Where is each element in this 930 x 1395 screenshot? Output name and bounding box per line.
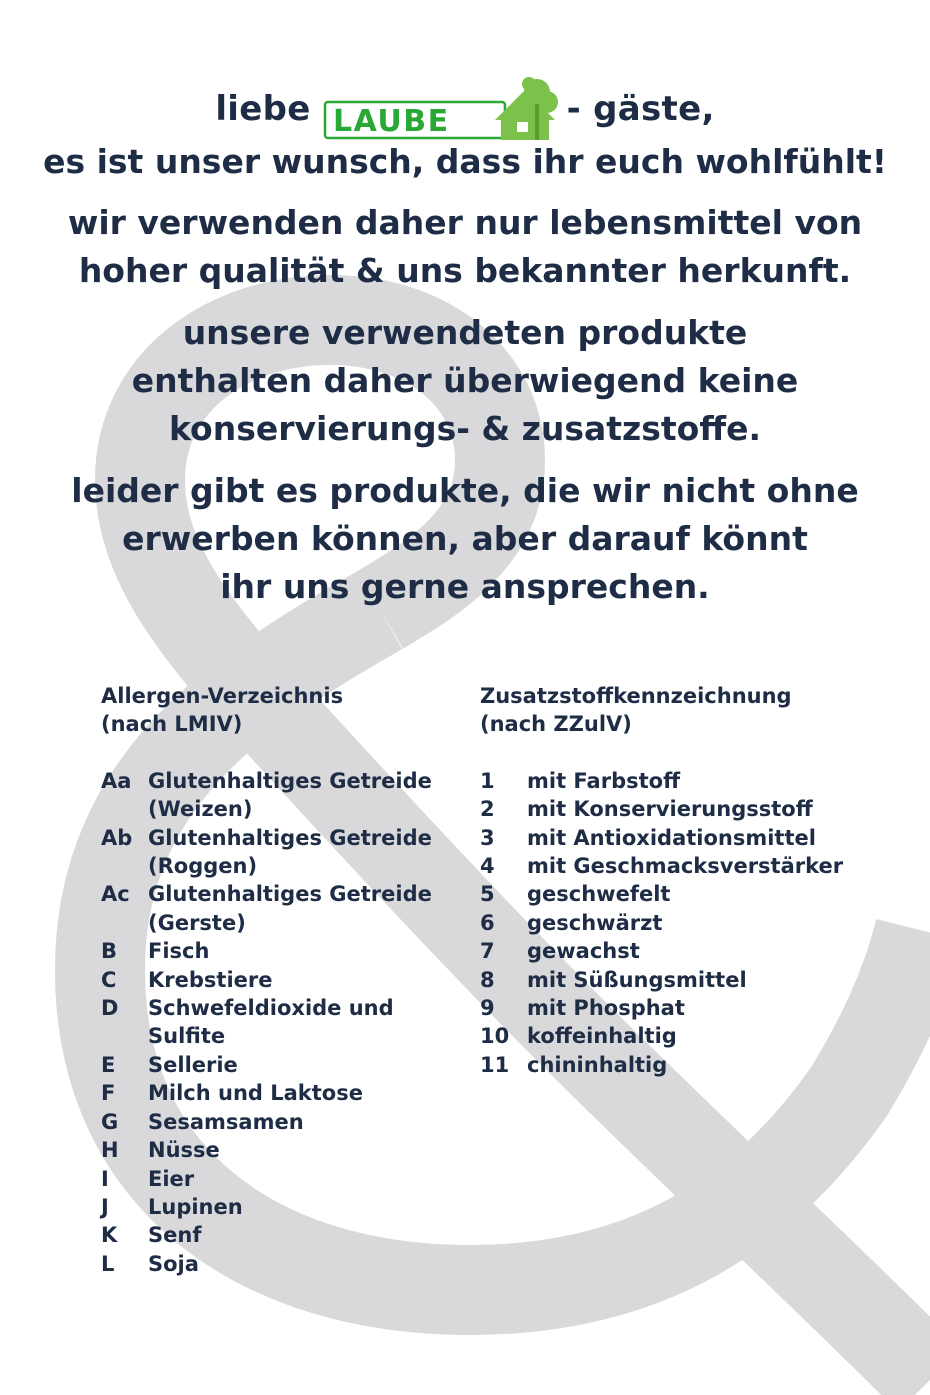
allergen-item — [101, 994, 471, 1051]
additive-code: 2 — [480, 797, 495, 822]
allergen-label-line: Glutenhaltiges Getreide — [148, 825, 432, 850]
additive-code: 11 — [480, 1052, 510, 1077]
intro-text: hoher qualität & uns bekannter herkunft. — [78, 251, 852, 290]
allergen-code: C — [101, 967, 117, 992]
allergen-item — [101, 880, 471, 937]
allergen-label-line: Glutenhaltiges Getreide — [148, 768, 432, 793]
allergen-code: J — [101, 1194, 109, 1219]
additive-label: gewachst — [527, 939, 640, 964]
additive-heading-source: (nach ZZulV) — [480, 712, 632, 737]
allergen-label-line: (Weizen) — [148, 797, 253, 822]
additive-item — [480, 994, 900, 1022]
additive-item — [480, 852, 900, 880]
allergen-item — [101, 1136, 471, 1164]
allergen-label: Milch und Laktose — [148, 1081, 363, 1106]
allergen-label: Schwefeldioxide und Sulfite — [148, 996, 394, 1049]
allergen-item — [101, 824, 471, 881]
additive-label: mit Konservierungsstoff — [527, 797, 813, 822]
additive-label: geschwärzt — [527, 910, 663, 935]
allergen-label-line: (Gerste) — [148, 910, 246, 935]
additive-code: 3 — [480, 825, 495, 850]
additive-item — [480, 1051, 900, 1079]
allergen-label: Senf — [148, 1223, 202, 1248]
greeting-suffix: - gäste, — [566, 89, 715, 129]
additive-code: 8 — [480, 967, 495, 992]
allergen-label: Lupinen — [148, 1194, 243, 1219]
allergen-heading-source: (nach LMIV) — [101, 712, 243, 737]
additive-label: chininhaltig — [527, 1052, 668, 1077]
additive-code: 1 — [480, 768, 495, 793]
allergen-label: Soja — [148, 1251, 199, 1276]
additive-item — [480, 824, 900, 852]
allergen-item — [101, 937, 471, 965]
allergen-code: Aa — [101, 768, 132, 793]
allergen-item — [101, 966, 471, 994]
allergen-code: Ab — [101, 825, 133, 850]
allergen-code: F — [101, 1081, 116, 1106]
allergen-list — [101, 682, 471, 1278]
intro-text: leider gibt es produkte, die wir nicht ohne — [71, 471, 859, 510]
allergen-item — [101, 767, 471, 824]
additive-item — [480, 767, 900, 795]
allergen-code: L — [101, 1251, 115, 1276]
intro-text: ihr uns gerne ansprechen. — [220, 567, 710, 606]
additive-heading-title: Zusatzstoffkennzeichnung — [480, 684, 792, 708]
intro-text: konservierungs- & zusatzstoffe. — [168, 409, 762, 448]
allergen-label: Nüsse — [148, 1138, 220, 1163]
allergen-code: G — [101, 1109, 119, 1134]
additive-label: koffeinhaltig — [527, 1024, 677, 1049]
allergen-label: Fisch — [148, 939, 210, 964]
additive-code: 10 — [480, 1024, 510, 1049]
allergen-item — [101, 1079, 471, 1107]
allergen-code: K — [101, 1223, 118, 1248]
intro-text: enthalten daher überwiegend keine — [131, 361, 799, 400]
additive-item — [480, 795, 900, 823]
additive-label: mit Antioxidationsmittel — [527, 825, 816, 850]
additive-code: 9 — [480, 996, 495, 1021]
additive-item — [480, 937, 900, 965]
additive-code: 6 — [480, 910, 495, 935]
intro-text: wir verwenden daher nur lebensmittel von — [67, 203, 863, 242]
allergen-code: B — [101, 939, 118, 964]
allergen-heading-title: Allergen-Verzeichnis — [101, 684, 344, 708]
allergen-label: Sesamsamen — [148, 1109, 304, 1134]
additive-label: geschwefelt — [527, 882, 671, 907]
allergen-code: E — [101, 1052, 116, 1077]
allergen-heading — [101, 682, 471, 739]
additive-label: mit Phosphat — [527, 996, 685, 1021]
additive-item — [480, 909, 900, 937]
allergen-label — [148, 880, 471, 937]
greeting-prefix: liebe — [215, 89, 311, 129]
additive-label: mit Geschmacksverstärker — [527, 854, 844, 879]
additive-list — [480, 682, 900, 1079]
additive-label: mit Süßungsmittel — [527, 967, 747, 992]
allergen-item — [101, 1165, 471, 1193]
intro-paragraph-4 — [0, 467, 930, 611]
additive-code: 5 — [480, 882, 495, 907]
additive-item — [480, 1022, 900, 1050]
allergen-label — [148, 824, 471, 881]
additive-heading — [480, 682, 900, 739]
allergen-item — [101, 1051, 471, 1079]
additive-code: 4 — [480, 854, 495, 879]
allergen-code: I — [101, 1166, 109, 1191]
additive-item — [480, 880, 900, 908]
allergen-label: Krebstiere — [148, 967, 273, 992]
additive-code: 7 — [480, 939, 495, 964]
additive-label: mit Farbstoff — [527, 768, 681, 793]
allergen-code: Ac — [101, 882, 130, 907]
allergen-label: Eier — [148, 1166, 195, 1191]
intro-text: unsere verwendeten produkte — [182, 313, 748, 352]
intro-paragraph-2 — [0, 199, 930, 295]
allergen-code: D — [101, 996, 119, 1021]
allergen-item — [101, 1221, 471, 1249]
greeting-line — [0, 76, 930, 142]
intro-text: es ist unser wunsch, dass ihr euch wohlfühlt! — [43, 142, 887, 181]
laube-logo — [323, 76, 561, 142]
logo-text: LAUBE — [332, 104, 450, 139]
additive-item — [480, 966, 900, 994]
allergen-label: Sellerie — [148, 1052, 238, 1077]
allergen-label — [148, 767, 471, 824]
allergen-code: H — [101, 1138, 119, 1163]
intro-text: erwerben können, aber darauf könnt — [122, 519, 808, 558]
allergen-item — [101, 1250, 471, 1278]
allergen-item — [101, 1193, 471, 1221]
intro-line-1 — [0, 138, 930, 186]
allergen-label-line: Glutenhaltiges Getreide — [148, 882, 432, 907]
intro-paragraph-3 — [0, 309, 930, 453]
allergen-label-line: (Roggen) — [148, 854, 258, 879]
allergen-item — [101, 1108, 471, 1136]
